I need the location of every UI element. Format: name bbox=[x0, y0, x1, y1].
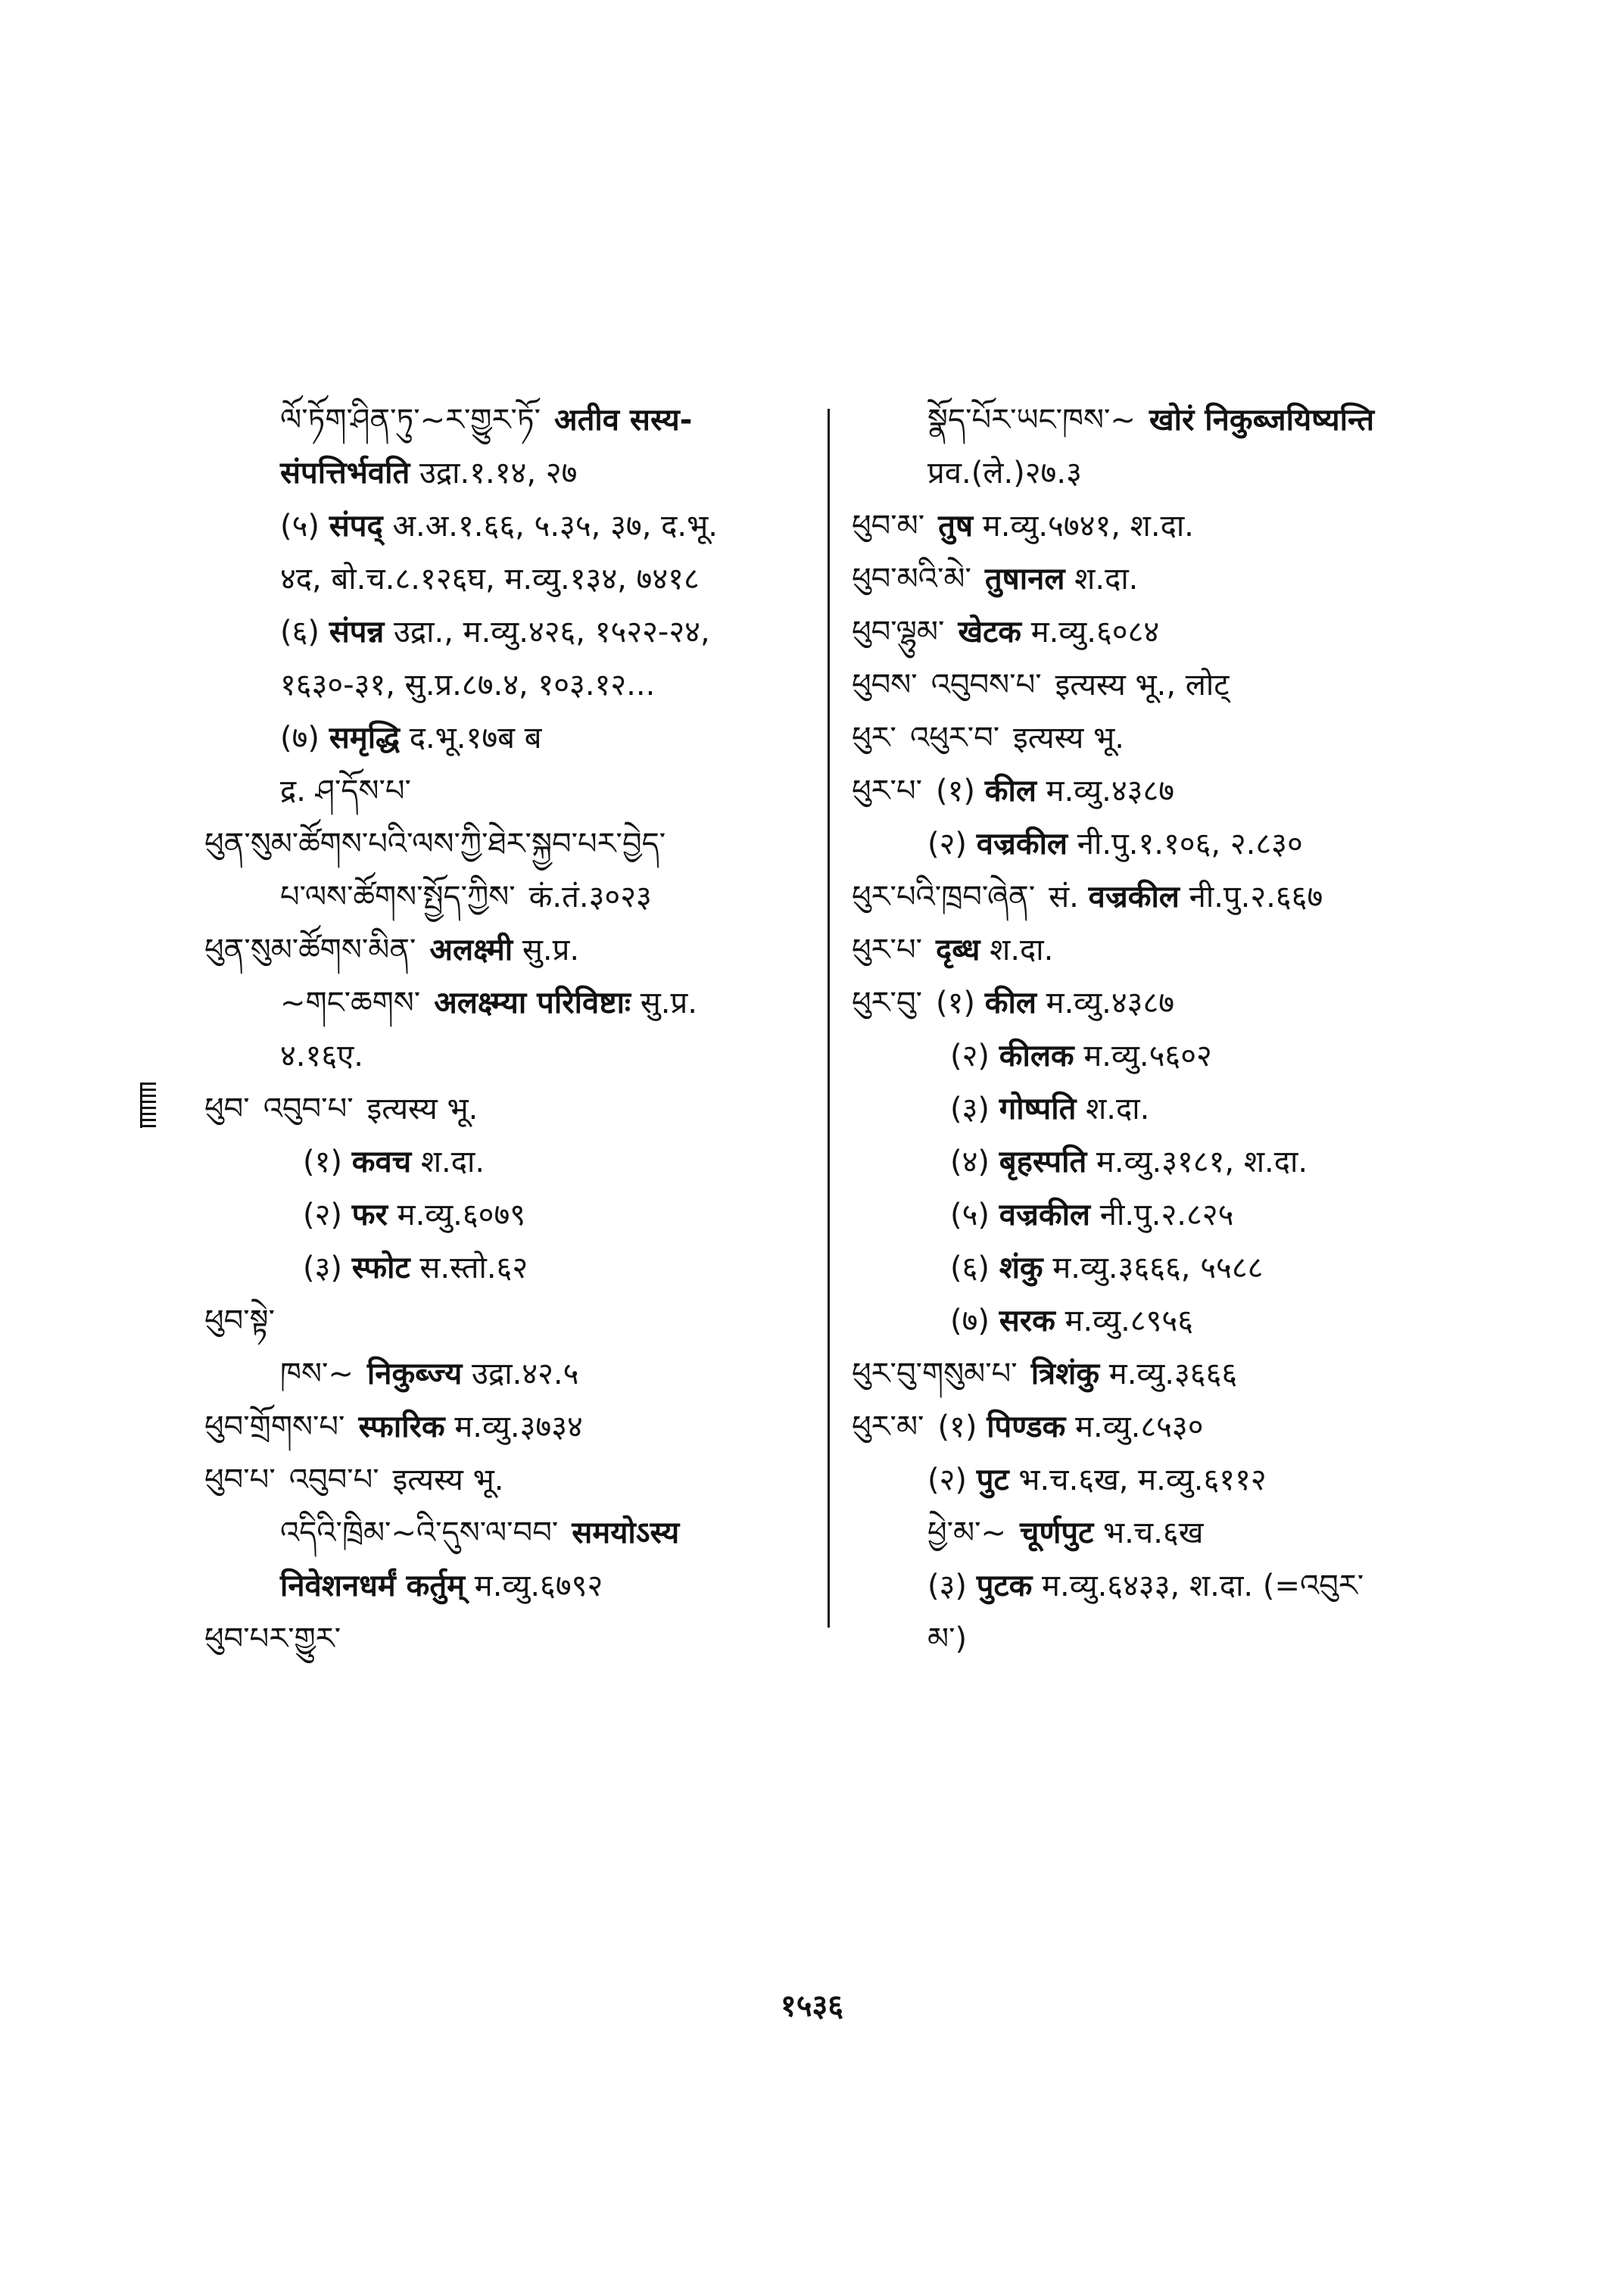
reference-text: (१) bbox=[937, 1410, 987, 1444]
reference-text: नी.पु.१.१०६, २.८३० bbox=[1068, 827, 1303, 861]
reference-text: ४द, बो.च.८.१२६घ, म.व्यु.१३४, ७४१८ bbox=[280, 562, 700, 597]
entry-line bbox=[852, 977, 1473, 1030]
entry-line bbox=[204, 500, 810, 553]
reference-text: (७) bbox=[950, 1304, 999, 1338]
entry-line bbox=[852, 712, 1473, 765]
entry-line bbox=[204, 1347, 810, 1400]
reference-text: अ.अ.१.६६, ५.३५, ३७, द.भू. bbox=[382, 509, 718, 544]
tibetan-term: ཕུར་པ་ bbox=[852, 774, 922, 808]
entry-line bbox=[852, 606, 1473, 659]
sanskrit-equivalent: तुष bbox=[938, 509, 974, 544]
entry-line bbox=[204, 447, 810, 500]
entry-line bbox=[204, 977, 810, 1030]
reference-text: इत्यस्य भू. bbox=[1013, 721, 1124, 756]
entry-line bbox=[204, 659, 810, 712]
reference-text: (२) bbox=[927, 1463, 977, 1497]
sanskrit-equivalent: स्फारिक bbox=[358, 1410, 445, 1444]
reference-text: མ་) bbox=[927, 1622, 968, 1656]
sanskrit-equivalent: वज्रकील bbox=[976, 827, 1068, 861]
entry-line bbox=[204, 1506, 810, 1559]
reference-text: म.व्यु.६०७९ bbox=[387, 1198, 526, 1232]
reference-text: १६३०-३१, सु.प्र.८७.४, १०३.१२... bbox=[280, 668, 656, 703]
reference-text: म.व्यु.३१८१, श.दा. bbox=[1086, 1145, 1308, 1179]
sanskrit-equivalent: खोरं निकुब्जयिष्यन्ति bbox=[1149, 403, 1375, 438]
entry-line bbox=[204, 924, 810, 977]
entry-line bbox=[204, 1453, 810, 1506]
tibetan-term: འདིའི་ཁྲིམ་~འི་དུས་ལ་བབ་ bbox=[280, 1516, 559, 1550]
entry-line bbox=[852, 1242, 1473, 1294]
sanskrit-equivalent: फर bbox=[351, 1198, 388, 1232]
reference-text: (१) bbox=[303, 1145, 352, 1179]
reference-text: नी.पु.२.८२५ bbox=[1090, 1198, 1234, 1232]
right-column bbox=[852, 394, 1473, 1665]
entry-line bbox=[852, 1136, 1473, 1189]
tibetan-term: ཕུབ་མ་ bbox=[852, 509, 925, 544]
sanskrit-equivalent: कीलक bbox=[999, 1039, 1074, 1073]
sanskrit-equivalent: सरक bbox=[999, 1304, 1055, 1338]
sanskrit-equivalent: अलक्ष्म्या परिविष्टाः bbox=[434, 986, 631, 1020]
reference-text: श.दा. bbox=[980, 933, 1054, 967]
reference-text: ४.१६ए. bbox=[280, 1039, 363, 1073]
sanskrit-equivalent: बृहस्पति bbox=[999, 1145, 1087, 1179]
sanskrit-equivalent: समयोऽस्य bbox=[572, 1516, 680, 1550]
entry-line bbox=[852, 1030, 1473, 1083]
entry-line bbox=[852, 394, 1473, 447]
sanskrit-equivalent: समृद्धि bbox=[329, 721, 401, 756]
tibetan-term: པ་ལས་ཚོགས་སྤྱོད་ཀྱིས་ bbox=[280, 880, 516, 914]
tibetan-term: ཕུབས་ bbox=[852, 668, 918, 703]
entry-line bbox=[852, 1612, 1473, 1665]
tibetan-term: ཕུར་མ་ bbox=[852, 1410, 924, 1444]
tibetan-term: ལོ་ཏོག་ཤིན་ཏུ་~ར་གྱུར་ཏོ་ bbox=[280, 403, 541, 438]
tibetan-term: ཕུབ་ལྷུམ་ bbox=[852, 615, 945, 650]
sanskrit-equivalent: स्फोट bbox=[351, 1251, 410, 1285]
tibetan-term: ཕུར་པ་ bbox=[852, 933, 922, 967]
entry-line bbox=[204, 871, 810, 924]
entry-line bbox=[204, 553, 810, 606]
reference-text: (१) bbox=[936, 774, 985, 808]
reference-text: (३) bbox=[950, 1092, 999, 1126]
sanskrit-equivalent: अलक्ष्मी bbox=[429, 933, 513, 967]
entry-line bbox=[852, 500, 1473, 553]
entry-line bbox=[204, 1083, 810, 1136]
tibetan-term: འབུབ་པ་ bbox=[288, 1463, 379, 1497]
sanskrit-equivalent: वज्रकील bbox=[1088, 880, 1180, 914]
entry-line bbox=[204, 1294, 810, 1347]
sanskrit-equivalent: कील bbox=[984, 986, 1036, 1020]
sanskrit-equivalent: त्रिशंकु bbox=[1030, 1357, 1100, 1391]
reference-text: भ.च.६ख bbox=[1093, 1516, 1204, 1550]
reference-text: म.व्यु.३६६६, ५५८८ bbox=[1043, 1251, 1264, 1285]
tibetan-term: ཕུན་སུམ་ཚོགས་པའི་ལས་ཀྱི་ཐེར་སྐྱབ་པར་བྱེད་ bbox=[204, 827, 666, 861]
reference-text: द्र. ཤ་དོས་པ་ bbox=[280, 774, 411, 808]
reference-text: म.व्यु.४३८७ bbox=[1036, 986, 1175, 1020]
reference-text: सं. bbox=[1049, 880, 1089, 914]
entry-line bbox=[852, 447, 1473, 500]
entry-line bbox=[204, 394, 810, 447]
reference-text: उद्रा.४२.५ bbox=[462, 1357, 579, 1391]
sanskrit-equivalent: कील bbox=[984, 774, 1036, 808]
reference-text: (५) bbox=[280, 509, 329, 544]
entry-line bbox=[852, 553, 1473, 606]
tibetan-term: ཕུར་བུ་ bbox=[852, 986, 922, 1020]
entry-line bbox=[204, 712, 810, 765]
reference-text: म.व्यु.३६६६ bbox=[1099, 1357, 1238, 1391]
tibetan-term: སྣོད་པོར་ཡང་ཁས་~ bbox=[927, 403, 1136, 438]
entry-line bbox=[852, 1506, 1473, 1559]
sanskrit-equivalent: दृब्ध bbox=[936, 933, 980, 967]
reference-text: प्रव.(ले.)२७.३ bbox=[927, 456, 1082, 491]
reference-text: म.व्यु.८९५६ bbox=[1055, 1304, 1194, 1338]
reference-text: सु.प्र. bbox=[513, 933, 580, 967]
tibetan-term: ཕུབ་གྲོགས་པ་ bbox=[204, 1410, 345, 1444]
entry-line bbox=[204, 1242, 810, 1294]
sanskrit-equivalent: पुटक bbox=[976, 1569, 1033, 1603]
reference-text: (२) bbox=[927, 827, 977, 861]
entry-line bbox=[852, 871, 1473, 924]
entry-line bbox=[204, 606, 810, 659]
margin-thumb-mark bbox=[140, 1083, 156, 1128]
reference-text: (३) bbox=[927, 1569, 977, 1603]
reference-text: म.व्यु.३७३४ bbox=[444, 1410, 583, 1444]
sanskrit-equivalent: तुषानल bbox=[984, 562, 1065, 597]
entry-line bbox=[204, 1189, 810, 1242]
reference-text: (६) bbox=[950, 1251, 999, 1285]
reference-text: श.दा. bbox=[411, 1145, 485, 1179]
reference-text: म.व्यु.५७४१, श.दा. bbox=[973, 509, 1194, 544]
entry-line bbox=[852, 818, 1473, 871]
reference-text: स.स्तो.६२ bbox=[410, 1251, 528, 1285]
sanskrit-equivalent: चूर्णपुट bbox=[1020, 1516, 1094, 1550]
reference-text: उद्रा.१.१४, २७ bbox=[410, 456, 578, 491]
entry-line bbox=[852, 659, 1473, 712]
entry-line bbox=[204, 1400, 810, 1453]
tibetan-term: ཕུབ་མའི་མེ་ bbox=[852, 562, 971, 597]
sanskrit-equivalent: निवेशनधर्मं कर्तुम् bbox=[280, 1569, 466, 1603]
left-column bbox=[204, 394, 810, 1665]
tibetan-term: ཕྱེ་མ་~ bbox=[927, 1516, 1007, 1550]
reference-text: म.व्यु.६०८४ bbox=[1021, 615, 1160, 650]
reference-text: नी.पु.२.६६७ bbox=[1179, 880, 1323, 914]
reference-text: म.व्यु.५६०२ bbox=[1074, 1039, 1212, 1073]
reference-text: श.दा. bbox=[1064, 562, 1139, 597]
reference-text: (७) bbox=[280, 721, 329, 756]
tibetan-term: ཁས་~ bbox=[280, 1357, 354, 1391]
entry-line bbox=[852, 924, 1473, 977]
tibetan-term: ཕུར་བུ་གསུམ་པ་ bbox=[852, 1357, 1018, 1391]
entry-line bbox=[852, 1294, 1473, 1347]
reference-text: द.भू.१७ब ब bbox=[400, 721, 542, 756]
sanskrit-equivalent: संपन्न bbox=[329, 615, 385, 650]
reference-text: इत्यस्य भू., लोट् bbox=[1055, 668, 1230, 703]
reference-text: (१) bbox=[936, 986, 985, 1020]
tibetan-term: འཕུར་བ་ bbox=[909, 721, 1000, 756]
tibetan-term: ~གང་ཆགས་ bbox=[280, 986, 421, 1020]
entry-line bbox=[204, 1136, 810, 1189]
sanskrit-equivalent: संपद् bbox=[329, 509, 383, 544]
entry-line bbox=[852, 1189, 1473, 1242]
reference-text: (४) bbox=[950, 1145, 999, 1179]
sanskrit-equivalent: पिण्डक bbox=[987, 1410, 1066, 1444]
reference-text: उद्रा., म.व्यु.४२६, १५२२-२४, bbox=[384, 615, 710, 650]
entry-line bbox=[852, 765, 1473, 818]
sanskrit-equivalent: कवच bbox=[351, 1145, 412, 1179]
sanskrit-equivalent: वज्रकील bbox=[999, 1198, 1091, 1232]
tibetan-term: ཕུབ་ bbox=[204, 1092, 250, 1126]
entry-line bbox=[204, 1559, 810, 1612]
column-divider bbox=[828, 409, 830, 1628]
tibetan-term: ཕུར་པའི་ཁྲབ་ཞེན་ bbox=[852, 880, 1036, 914]
entry-line bbox=[204, 1612, 810, 1665]
entry-line bbox=[852, 1559, 1473, 1612]
reference-text: म.व्यु.८५३० bbox=[1065, 1410, 1204, 1444]
tibetan-term: ཕུབ་པ་ bbox=[204, 1463, 276, 1497]
entry-line bbox=[852, 1400, 1473, 1453]
reference-text: (५) bbox=[950, 1198, 999, 1232]
reference-text: (६) bbox=[280, 615, 329, 650]
reference-text: म.व्यु.४३८७ bbox=[1036, 774, 1175, 808]
tibetan-term: ཕུར་ bbox=[852, 721, 896, 756]
entry-line bbox=[204, 1030, 810, 1083]
sanskrit-equivalent: गोष्पति bbox=[999, 1092, 1077, 1126]
tibetan-term: འབུབས་པ་ bbox=[930, 668, 1042, 703]
reference-text: (२) bbox=[950, 1039, 999, 1073]
entry-line bbox=[204, 818, 810, 871]
sanskrit-equivalent: पुट bbox=[976, 1463, 1009, 1497]
sanskrit-equivalent: शंकु bbox=[999, 1251, 1043, 1285]
reference-text: (२) bbox=[303, 1198, 352, 1232]
reference-text: म.व्यु.६४३३, श.दा. (=འབུར་ bbox=[1032, 1569, 1364, 1603]
reference-text: म.व्यु.६७९२ bbox=[465, 1569, 603, 1603]
entry-line bbox=[852, 1083, 1473, 1136]
page-number: १५३६ bbox=[780, 1989, 844, 2024]
reference-text: इत्यस्य भू. bbox=[366, 1092, 478, 1126]
entry-line bbox=[852, 1453, 1473, 1506]
sanskrit-equivalent: अतीव सस्य- bbox=[554, 403, 693, 438]
entry-line bbox=[204, 765, 810, 818]
reference-text: इत्यस्य भू. bbox=[392, 1463, 504, 1497]
tibetan-term: ཕུན་སུམ་ཚོགས་མིན་ bbox=[204, 933, 416, 967]
reference-text: कं.तं.३०२३ bbox=[528, 880, 652, 914]
reference-text: भ.च.६ख, म.व्यु.६११२ bbox=[1008, 1463, 1267, 1497]
tibetan-term: ཕུབ་པར་གྱུར་ bbox=[204, 1622, 341, 1656]
reference-text: श.दा. bbox=[1076, 1092, 1150, 1126]
sanskrit-equivalent: संपत्तिर्भवति bbox=[280, 456, 410, 491]
reference-text: (३) bbox=[303, 1251, 352, 1285]
entry-line bbox=[852, 1347, 1473, 1400]
reference-text: सु.प्र. bbox=[631, 986, 697, 1020]
sanskrit-equivalent: निकुब्ज्य bbox=[366, 1357, 463, 1391]
tibetan-term: འབུབ་པ་ bbox=[263, 1092, 354, 1126]
sanskrit-equivalent: खेटक bbox=[958, 615, 1022, 650]
tibetan-term: ཕུབ་སྟེ་ bbox=[204, 1304, 276, 1338]
